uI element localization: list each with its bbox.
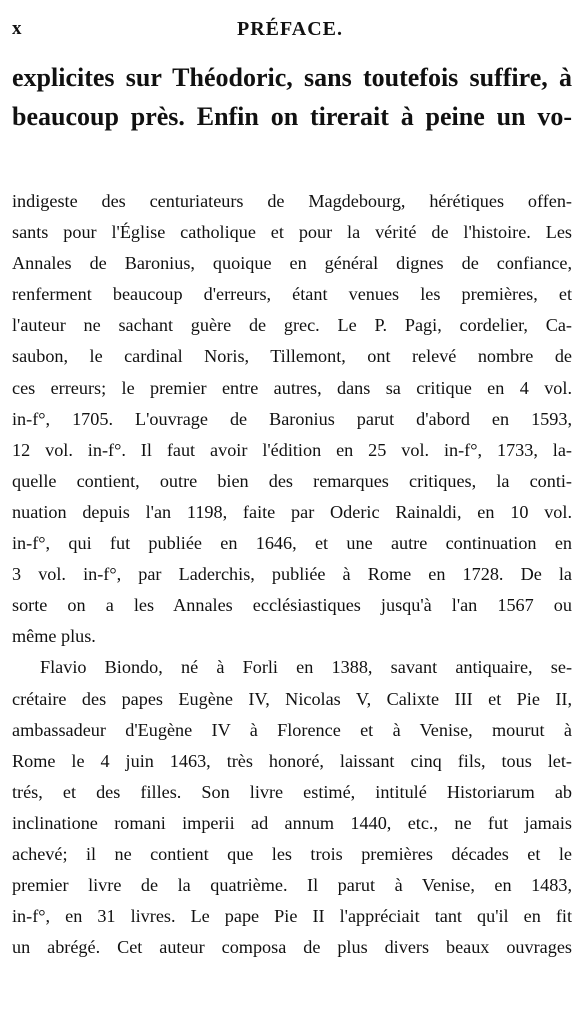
text-line: un abrégé. Cet auteur composa de plus divers beaux ouvrages	[12, 937, 572, 958]
body-text	[12, 186, 572, 963]
text-line: 3 vol. in-f°, par Laderchis, publiée à Rome en 1728. De la	[12, 564, 572, 585]
text-line: renferment beaucoup d'erreurs, étant venues les premières, et	[12, 284, 572, 305]
text-line: ambassadeur d'Eugène IV à Florence et à Venise, mourut à	[12, 719, 572, 740]
text-line: 12 vol. in-f°. Il faut avoir l'édition en 25 vol. in-f°, 1733, la-	[12, 439, 572, 460]
text-line: trés, et des filles. Son livre estimé, intitulé Historiarum ab	[12, 781, 572, 802]
text-line: indigeste des centuriateurs de Magdebourg, hérétiques offen-	[12, 191, 572, 211]
text-line: saubon, le cardinal Noris, Tillemont, ont relevé nombre de	[12, 346, 572, 367]
text-line: crétaire des papes Eugène IV, Nicolas V, Calixte III et Pie II,	[12, 688, 572, 709]
text-line: explicites sur Théodoric, sans toutefois suffire, à	[12, 63, 572, 92]
text-line: même plus.	[12, 626, 96, 647]
text-line: quelle contient, outre bien des remarques critiques, la conti-	[12, 470, 572, 491]
text-line: l'auteur ne sachant guère de grec. Le P. Pagi, cordelier, Ca-	[12, 315, 572, 336]
text-line: Rome le 4 juin 1463, très honoré, laissant cinq fils, tous let-	[12, 750, 572, 771]
page-number: x	[12, 18, 22, 39]
text-line: nuation depuis l'an 1198, faite par Oderic Rainaldi, en 10 vol.	[12, 501, 572, 522]
text-line: premier livre de la quatrième. Il parut à Venise, en 1483,	[12, 875, 572, 896]
text-line: ces erreurs; le premier entre autres, dans sa critique en 4 vol.	[12, 377, 572, 398]
text-line: in-f°, qui fut publiée en 1646, et une autre continuation en	[12, 533, 572, 554]
paragraph	[12, 652, 572, 963]
text-line: in-f°, en 31 livres. Le pape Pie II l'appréciait tant qu'il en fit	[12, 906, 572, 927]
text-line: sorte on a les Annales ecclésiastiques jusqu'à l'an 1567 ou	[12, 595, 572, 616]
paragraph	[12, 186, 572, 652]
page-header	[12, 18, 568, 44]
text-line: achevé; il ne contient que les trois premières décades et le	[12, 843, 572, 864]
text-line: in-f°, 1705. L'ouvrage de Baronius parut d'abord en 1593,	[12, 408, 572, 429]
text-line: inclinatione romani imperii ad annum 1440, etc., ne fut jamais	[12, 812, 572, 833]
text-line: beaucoup près. Enfin on tirerait à peine un vo-	[12, 102, 572, 131]
running-title: PRÉFACE.	[237, 18, 343, 40]
text-line: Flavio Biondo, né à Forli en 1388, savant antiquaire, se-	[40, 657, 572, 678]
lead-text	[12, 58, 572, 136]
text-line: sants pour l'Église catholique et pour la vérité de l'histoire. Les	[12, 222, 572, 243]
text-line: Annales de Baronius, quoique en général dignes de confiance,	[12, 253, 572, 274]
